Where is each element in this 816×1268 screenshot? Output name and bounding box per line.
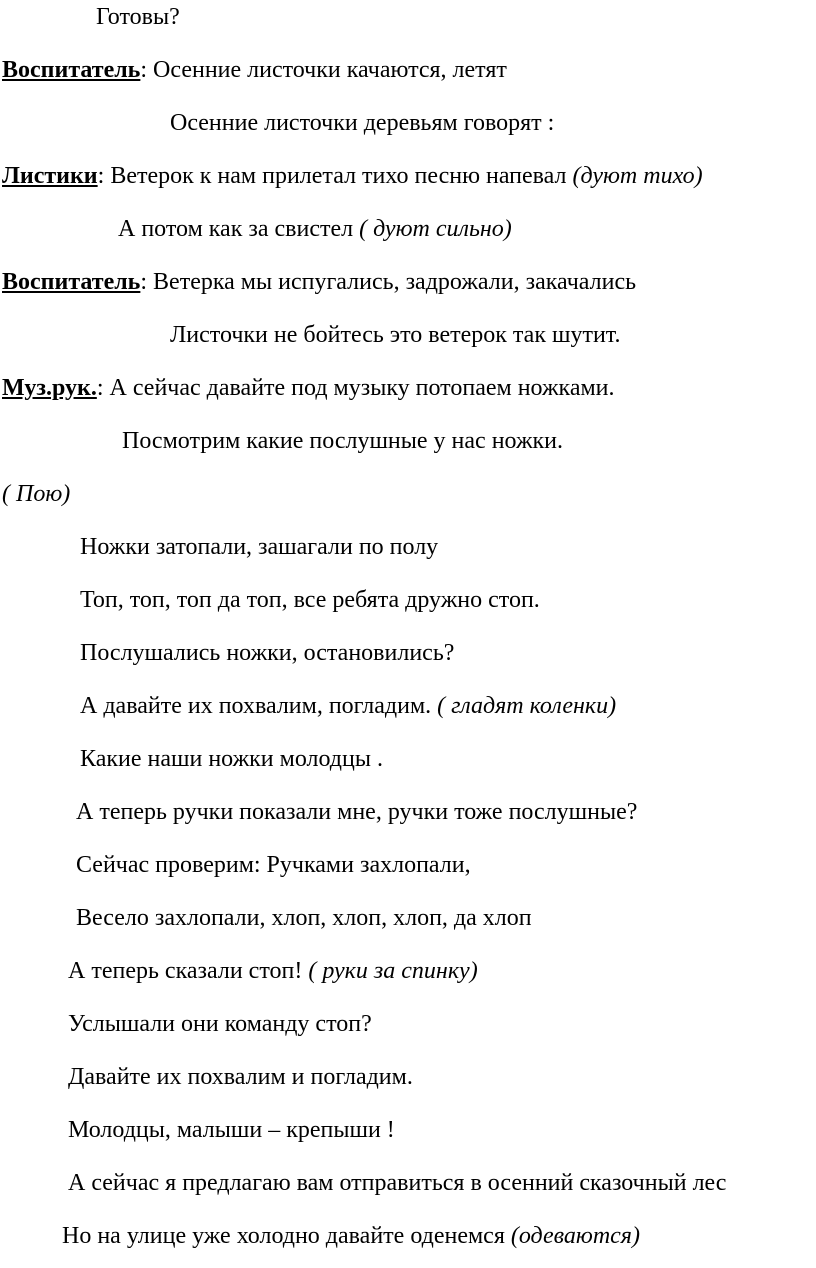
line-text: Какие наши ножки молодцы . [80,746,383,772]
line-text: Листочки не бойтесь это ветерок так шутит. [170,322,621,348]
stage-direction: (дуют тихо) [572,163,703,189]
speaker-separator: : [96,375,104,401]
line-text: Топ, топ, топ да топ, все ребята дружно стоп. [80,587,540,613]
text-line [122,426,563,456]
speaker-line [2,267,636,297]
text-line [68,1062,413,1092]
speaker-separator: : [97,163,105,189]
text-line [68,1115,395,1145]
line-text: Но на улице уже холодно давайте оденемся [62,1223,511,1249]
line-text: Ветерка мы испугались, задрожали, закачались [147,269,637,295]
speaker-separator: : [140,269,148,295]
speaker-name: Листики [2,163,98,189]
text-line [68,1009,372,1039]
stage-direction: (одеваются) [510,1223,640,1249]
line-text: Осенние листочки качаются, летят [147,57,507,83]
line-text: Весело захлопали, хлоп, хлоп, хлоп, да хлоп [76,905,532,931]
line-text: Сейчас проверим: Ручками захлопали, [76,852,471,878]
speaker-line [2,161,703,191]
line-text: Послушались ножки, остановились? [80,640,455,666]
line-text: Ножки затопали, зашагали по полу [80,534,439,560]
text-line [80,691,616,721]
text-line [80,744,383,774]
text-line [76,850,471,880]
speaker-name: Муз.рук. [2,375,97,401]
line-text: Давайте их похвалим и погладим. [68,1064,413,1090]
speaker-line [2,55,507,85]
text-line [62,1221,640,1251]
line-text: Услышали они команду стоп? [68,1011,372,1037]
line-text: Осенние листочки деревьям говорят : [170,110,555,136]
text-line [68,956,478,986]
line-text: А давайте их похвалим, погладим. [80,693,438,719]
text-line [68,1168,726,1198]
text-line [96,2,180,32]
text-line [76,797,637,827]
speaker-line [2,373,615,403]
line-text: Готовы? [96,4,180,30]
stage-direction: ( гладят коленки) [437,693,617,719]
line-text: Посмотрим какие послушные у нас ножки. [122,428,564,454]
line-text: А сейчас я предлагаю вам отправиться в осенний сказочный лес [68,1170,727,1196]
speaker-separator: : [140,57,148,83]
text-line [80,638,454,668]
stage-direction: ( руки за спинку) [308,958,478,984]
text-line [170,320,621,350]
line-text: А сейчас давайте под музыку потопаем ножками. [103,375,615,401]
stage-direction-line [2,479,70,509]
speaker-name: Воспитатель [2,57,141,83]
speaker-name: Воспитатель [2,269,141,295]
text-line [80,532,438,562]
stage-direction: ( Пою) [2,481,71,507]
text-line [118,214,512,244]
line-text: А теперь ручки показали мне, ручки тоже послушные? [76,799,638,825]
line-text: А потом как за свистел [118,216,360,242]
text-line [170,108,554,138]
line-text: Ветерок к нам прилетал тихо песню напевал [104,163,573,189]
text-line [80,585,540,615]
line-text: А теперь сказали стоп! [68,958,309,984]
stage-direction: ( дуют сильно) [359,216,512,242]
line-text: Молодцы, малыши – крепыши ! [68,1117,395,1143]
text-line [76,903,532,933]
